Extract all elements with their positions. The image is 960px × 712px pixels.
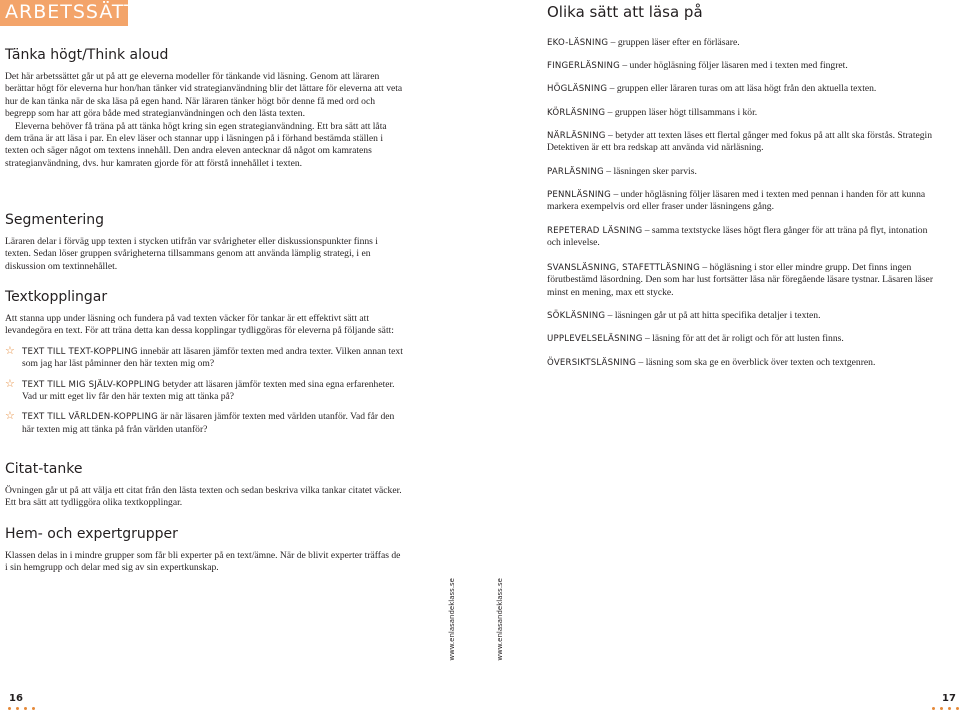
definition-term: KÖRLÄSNING <box>547 108 606 118</box>
item-label: TEXT TILL VÄRLDEN-KOPPLING <box>22 412 158 423</box>
definition-text: – under högläsning följer läsaren med i texten med fingret. <box>619 60 848 71</box>
page-number: 17 <box>942 693 956 704</box>
definition-term: SÖKLÄSNING <box>547 311 606 321</box>
definition-item <box>547 166 937 178</box>
dot-icon <box>32 707 35 710</box>
paragraph: Eleverna behöver få träna på att tänka högt kring sin egen strategianvändning. Ett bra sätt att låta dem träna är att läsa i par. En elev läser och stannar upp i läsningen på i förhand bestämda ställen i texten och säger något om textens innehåll. Den andra eleven antecknar då något om kamratens strategianvändning, dvs. hur kamraten gjorde för att förstå innehållet i texten. <box>5 120 387 169</box>
item-label: TEXT TILL MIG SJÄLV-KOPPLING <box>22 379 161 390</box>
page-number: 16 <box>9 693 23 704</box>
dot-icon <box>16 707 19 710</box>
right-page-title: Olika sätt att läsa på <box>547 3 703 21</box>
section-textkopplingar <box>5 289 405 444</box>
website-url: www.enlasandeklass.se <box>496 578 504 661</box>
page-title: ARBETSSÄTT <box>5 1 137 23</box>
dot-icon <box>956 707 959 710</box>
definition-item <box>547 262 937 299</box>
definition-text: – gruppen eller läraren turas om att läsa högt från den aktuella texten. <box>607 83 877 94</box>
paragraph: Klassen delas in i mindre grupper som får bli experter på en text/ämne. När de blivit experter träffas de i sin hemgrupp och delar med sig av sin expertkunskap. <box>5 550 401 574</box>
paragraph: Övningen går ut på att välja ett citat från den lästa texten och sedan beskriva vilka tankar citatet väcker. Ett bra sätt att tydliggöra olika textkopplingar. <box>5 485 402 509</box>
definition-item <box>547 189 937 214</box>
dot-icon <box>24 707 27 710</box>
item-label: TEXT TILL TEXT-KOPPLING <box>22 346 138 357</box>
paragraph: Läraren delar i förväg upp texten i stycken utifrån var svårigheter eller diskussionspunkter finns i texten. Sedan löser gruppen svårigheterna tillsammans genom att använda lämplig strategi, i en diskussion om textinnehållet. <box>5 236 378 272</box>
definition-item <box>547 333 937 345</box>
section-hem-expertgrupper <box>5 526 405 575</box>
definition-term: REPETERAD LÄSNING <box>547 226 643 236</box>
definition-item <box>547 225 937 250</box>
definition-item <box>547 130 937 155</box>
list-item <box>5 346 405 371</box>
section-title: Textkopplingar <box>5 289 108 305</box>
definition-text: – gruppen läser efter en förläsare. <box>608 37 740 48</box>
item-text: betyder att läsaren jämför texten med sina egna erfarenheter. Vad ur mitt eget liv får den här texten mig att tänka på? <box>22 378 395 403</box>
definition-term: FINGERLÄSNING <box>547 61 620 71</box>
list-item <box>5 379 405 404</box>
paragraph: Det här arbetssättet går ut på att ge eleverna modeller för tänkande vid läsning. Genom att läraren berättar högt för eleverna hur hon/han tänker vid strategianvändning blir det lättare för eleverna att veta hur de kan tänka när de ska läsa på egen hand. När läraren tänker högt bör denne få med ord och begrepp som har att göra både med strategianvändningen och den lästa texten. <box>5 71 403 120</box>
section-title: Segmentering <box>5 212 105 228</box>
definition-text: – läsningen sker parvis. <box>603 166 697 177</box>
website-url: www.enlasandeklass.se <box>448 578 456 661</box>
definition-text: – gruppen läser högt tillsammans i kör. <box>605 107 758 118</box>
definition-text: – läsning som ska ge en överblick över texten och textgenren. <box>636 357 876 368</box>
definition-item <box>547 357 937 369</box>
definition-text: – läsningen går ut på att hitta specifika detaljer i texten. <box>605 310 821 321</box>
definition-text: – läsning för att det är roligt och för att lusten finns. <box>642 333 844 344</box>
definition-term: PARLÄSNING <box>547 167 604 177</box>
definition-term: SVANSLÄSNING, STAFETTLÄSNING <box>547 263 700 273</box>
definition-term: UPPLEVELSELÄSNING <box>547 334 643 344</box>
definition-text: – betyder att texten läses ett flertal gånger med fokus på att allt ska förstås. Strategin Detektiven är ett bra redskap att använda vid närläsning. <box>547 130 933 154</box>
definition-term: EKO-LÄSNING <box>547 38 609 48</box>
definition-term: PENNLÄSNING <box>547 190 612 200</box>
definition-item <box>547 107 937 119</box>
definition-term: ÖVERSIKTSLÄSNING <box>547 358 637 368</box>
paragraph: Att stanna upp under läsning och fundera på vad texten väcker för tankar är ett effektivt sätt att levandegöra en text. För att träna detta kan dessa kopplingar tydliggöras för eleverna på följande sätt: <box>5 313 394 337</box>
page-dots <box>932 707 959 710</box>
dot-icon <box>948 707 951 710</box>
definition-term: HÖGLÄSNING <box>547 84 608 94</box>
section-title: Hem- och expertgrupper <box>5 526 178 542</box>
dot-icon <box>940 707 943 710</box>
star-icon: ☆ <box>5 410 15 423</box>
star-icon: ☆ <box>5 344 15 357</box>
definition-item <box>547 60 937 72</box>
definition-item <box>547 310 937 322</box>
section-title: Tänka högt/Think aloud <box>5 47 169 63</box>
definition-item <box>547 37 937 49</box>
section-title: Citat-tanke <box>5 461 83 477</box>
item-text: är när läsaren jämför texten med världen utanför. Vad får den här texten mig att tänka på från världen utanför? <box>22 411 395 435</box>
definition-item <box>547 83 937 95</box>
list-item <box>5 411 405 436</box>
section-think-aloud <box>5 47 405 170</box>
page-dots <box>8 707 35 710</box>
definition-text: – samma textstycke läses högt flera gånger för att träna på flyt, intonation och inlevelse. <box>547 225 928 249</box>
section-segmentering <box>5 212 405 273</box>
definition-text: – under högläsning följer läsaren med i texten med pennan i handen för att kunna markera exempelvis ord eller fraser under läsningens gång. <box>547 189 926 213</box>
dot-icon <box>8 707 11 710</box>
header-bar <box>0 0 137 26</box>
section-citat-tanke <box>5 461 405 510</box>
item-text: innebär att läsaren jämför texten med andra texter. Vilken annan text som jag har läst påminner den här texten mig om? <box>22 345 403 370</box>
star-icon: ☆ <box>5 377 15 390</box>
definition-text: – högläsning i stor eller mindre grupp. Det finns ingen förutbestämd läsordning. Den som har lust fortsätter läsa när föregående läsare tystnar. Läsaren läser minst en mening, max ett stycke. <box>547 262 934 298</box>
definition-term: NÄRLÄSNING <box>547 131 606 141</box>
dot-icon <box>932 707 935 710</box>
